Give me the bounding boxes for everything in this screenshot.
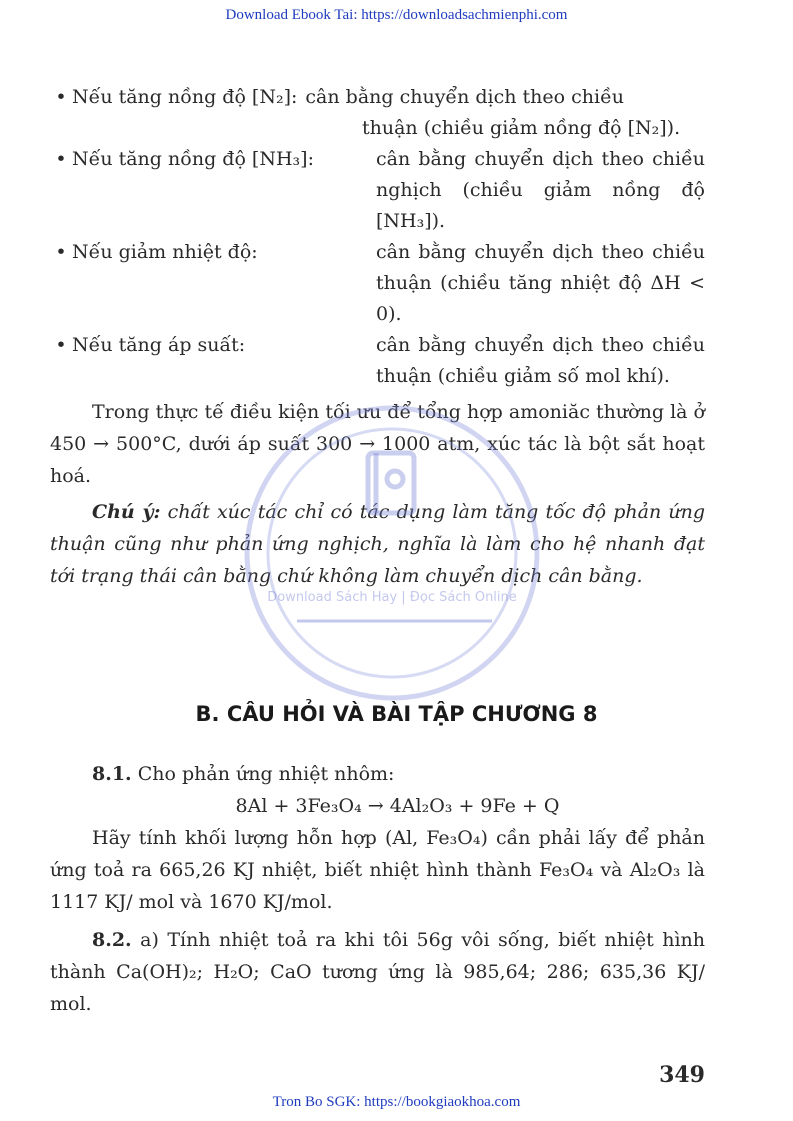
- exercise-8-1-intro: 8.1. Cho phản ứng nhiệt nhôm:: [92, 763, 395, 785]
- bullet-lead: Nếu tăng nồng độ [N₂]:: [72, 86, 298, 108]
- bullet-dot-icon: •: [55, 148, 67, 170]
- bullet-text-continued: thuận (chiều giảm nồng độ [N₂]).: [362, 117, 681, 139]
- exercise-number: 8.1.: [92, 763, 132, 785]
- bullet-lead: Nếu tăng áp suất:: [72, 334, 246, 356]
- header-download-banner[interactable]: Download Ebook Tai: https://downloadsachmienphi.com: [225, 7, 568, 23]
- note-label: Chú ý:: [92, 501, 161, 523]
- reaction-equation: 8Al + 3Fe₃O₄ → 4Al₂O₃ + 9Fe + Q: [235, 795, 560, 817]
- exercise-8-2: 8.2. a) Tính nhiệt toả ra khi tôi 56g vôi sống, biết nhiệt hình thành Ca(OH)₂; H₂O; CaO tương ứng là 985,64; 286; 635,36 KJ/ mol.: [50, 929, 706, 1015]
- page-number: 349: [659, 1062, 705, 1088]
- bullet-lead: Nếu tăng nồng độ [NH₃]:: [72, 148, 314, 170]
- bullet-item: [50, 237, 705, 330]
- bullet-dot-icon: •: [55, 241, 67, 263]
- exercise-number: 8.2.: [92, 929, 132, 951]
- bullet-item: [50, 82, 705, 113]
- bullet-text: cân bằng chuyển dịch theo chiều thuận (chiều tăng nhiệt độ ΔH < 0).: [376, 241, 705, 325]
- bullet-dot-icon: •: [55, 334, 67, 356]
- bullet-dot-icon: •: [55, 86, 67, 108]
- bullet-text: cân bằng chuyển dịch theo chiều nghịch (chiều giảm nồng độ [NH₃]).: [376, 148, 705, 232]
- bullet-item: [50, 144, 705, 237]
- exercise-list: [50, 758, 705, 1020]
- note-paragraph: [50, 496, 705, 592]
- bullet-text: cân bằng chuyển dịch theo chiều: [305, 86, 625, 108]
- page-body: [50, 82, 705, 592]
- bullet-item: [50, 330, 705, 392]
- exercise-8-1-text: Hãy tính khối lượng hỗn hợp (Al, Fe₃O₄) cần phải lấy để phản ứng toả ra 665,26 KJ nhiệt, biết nhiệt hình thành Fe₃O₄ và Al₂O₃ là 1117 KJ/ mol và 1670 KJ/mol.: [50, 827, 705, 913]
- body-paragraph: Trong thực tế điều kiện tối ưu để tổng hợp amoniăc thường là ở 450 → 500°C, dưới áp suất 300 → 1000 atm, xúc tác là bột sắt hoạt hoá.: [50, 401, 705, 487]
- section-title: B. CÂU HỎI VÀ BÀI TẬP CHƯƠNG 8: [195, 702, 598, 726]
- bullet-lead: Nếu giảm nhiệt độ:: [72, 241, 258, 263]
- watermark-text: Download Sách Hay | Đọc Sách Online: [267, 590, 517, 605]
- note-text: chất xúc tác chỉ có tác dụng làm tăng tốc độ phản ứng thuận cũng như phản ứng nghịch, nghĩa là làm cho hệ nhanh đạt tới trạng thái cân bằng chứ không làm chuyển dịch cân bằng.: [50, 501, 706, 587]
- footer-download-banner[interactable]: Tron Bo SGK: https://bookgiaokhoa.com: [272, 1094, 521, 1110]
- bullet-text: cân bằng chuyển dịch theo chiều thuận (chiều giảm số mol khí).: [376, 334, 705, 387]
